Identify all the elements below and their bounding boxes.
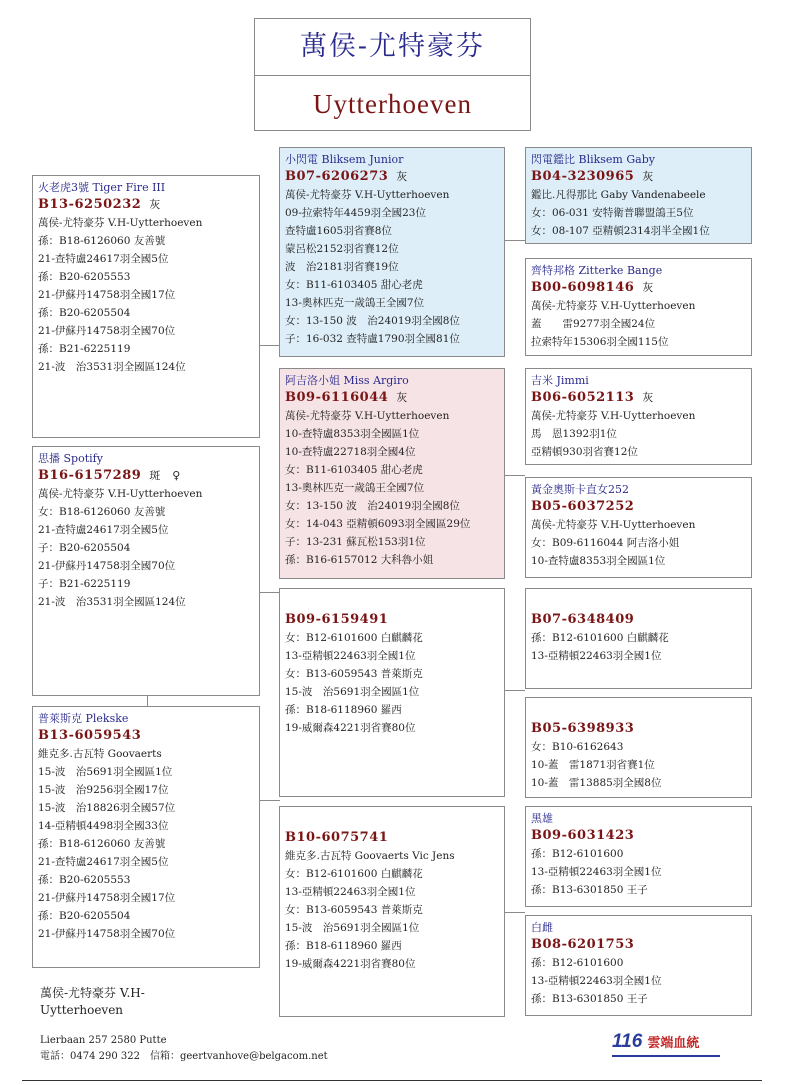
pedigree-line: 萬侯-尤特豪芬 V.H-Uytterhoeven — [531, 410, 696, 422]
pedigree-line: 孫：B16-6157012 大科魯小姐 — [285, 554, 434, 566]
pedigree-line: 萬侯-尤特豪芬 V.H-Uytterhoeven — [285, 189, 450, 201]
pedigree-line: 女：B13-6059543 普萊斯克 — [285, 904, 423, 916]
pedigree-line: 子：B20-6205504 — [38, 542, 131, 554]
spotify-ring: B16-6157289 斑 ♀ — [38, 468, 181, 483]
pedigree-line: 女：B11-6103405 甜心老虎 — [285, 464, 423, 476]
pedigree-line: 09-拉索特年4459羽全國23位 — [285, 207, 426, 219]
pedigree-line: 子：16-032 查特盧1790羽全國81位 — [285, 333, 460, 345]
pedigree-line: 孫：B12-6101600 — [531, 957, 624, 969]
pedigree-line: 波 治2181羽省賽19位 — [285, 261, 399, 273]
dam-ring: B09-6116044 灰 — [285, 390, 408, 405]
pedigree-line: 拉索特年15306羽全國115位 — [531, 336, 669, 348]
subject-card — [32, 175, 260, 438]
b07-6348409-card — [525, 588, 752, 689]
bliksem-gaby-ring: B04-3230965 灰 — [531, 169, 654, 184]
pedigree-line: 孫：B18-6126060 友善號 — [38, 235, 166, 247]
b05-6398933-card — [525, 697, 752, 798]
pedigree-line: 21-伊蘇丹14758羽全國70位 — [38, 928, 176, 940]
white-hen-card — [525, 915, 752, 1016]
black-cock-name: 黑雄 — [531, 812, 553, 825]
b10-6075741-card — [279, 806, 505, 1017]
logo-underline — [612, 1055, 720, 1057]
subject-name: 火老虎3號 Tiger Fire III — [38, 181, 166, 194]
pedigree-line: 15-波 治5691羽全國區1位 — [285, 686, 420, 698]
pedigree-line: 孫：B20-6205553 — [38, 874, 131, 886]
pedigree-line: 女：B11-6103405 甜心老虎 — [285, 279, 423, 291]
pedigree-line: 女：B12-6101600 白麒麟花 — [285, 868, 423, 880]
pedigree-line: 15-波 治18826羽全國57位 — [38, 802, 176, 814]
pedigree-line: 子：B21-6225119 — [38, 578, 131, 590]
golden-oscar-ring: B05-6037252 — [531, 499, 635, 514]
pedigree-line: 10-查特盧22718羽全國4位 — [285, 446, 416, 458]
pedigree-line: 13-亞精頓22463羽全國1位 — [285, 650, 416, 662]
b09-6159491-card — [279, 588, 505, 797]
pedigree-line: 萬侯-尤特豪芬 V.H-Uytterhoeven — [38, 217, 203, 229]
pedigree-line: 女：B13-6059543 普萊斯克 — [285, 668, 423, 680]
bottom-rule — [22, 1080, 762, 1081]
b10-6075741-ring: B10-6075741 — [285, 830, 389, 845]
plekske-ring: B13-6059543 — [38, 728, 142, 743]
pedigree-line: 10-蓋 雷1871羽省賽1位 — [531, 759, 655, 771]
black-cock-card — [525, 806, 752, 907]
pedigree-line: 21-查特盧24617羽全國5位 — [38, 524, 169, 536]
breeder-phone-email: 電話：0474 290 322 信箱：geertvanhove@belgacom.net — [40, 1051, 328, 1062]
pedigree-line: 10-蓋 雷13885羽全國8位 — [531, 777, 662, 789]
pedigree-line: 女：B18-6126060 友善號 — [38, 506, 166, 518]
pedigree-line: 孫：B12-6101600 — [531, 848, 624, 860]
pedigree-line: 孫：B20-6205553 — [38, 271, 131, 283]
sire-card — [279, 147, 505, 357]
b07-6348409-ring: B07-6348409 — [531, 612, 635, 627]
jimmi-name: 吉米 Jimmi — [531, 374, 589, 387]
pedigree-line: 孫：B18-6118960 羅西 — [285, 704, 402, 716]
b05-6398933-ring: B05-6398933 — [531, 721, 635, 736]
white-hen-ring: B08-6201753 — [531, 937, 635, 952]
pedigree-line: 孫：B21-6225119 — [38, 343, 131, 355]
jimmi-ring: B06-6052113 灰 — [531, 390, 654, 405]
pedigree-line: 女：B12-6101600 白麒麟花 — [285, 632, 423, 644]
pedigree-line: 萬侯-尤特豪芬 V.H-Uytterhoeven — [38, 488, 203, 500]
pedigree-line: 蒙呂松2152羽省賽12位 — [285, 243, 399, 255]
title-box — [254, 18, 531, 131]
pedigree-line: 21-波 治3531羽全國區124位 — [38, 596, 186, 608]
pedigree-line: 萬侯-尤特豪芬 V.H-Uytterhoeven — [531, 300, 696, 312]
pedigree-line: 亞精頓930羽省賽12位 — [531, 446, 638, 458]
pedigree-line: 14-亞精頓4498羽全國33位 — [38, 820, 169, 832]
pedigree-line: 女：B09-6116044 阿吉洛小姐 — [531, 537, 680, 549]
pedigree-line: 21-查特盧24617羽全國5位 — [38, 856, 169, 868]
pedigree-line: 孫：B18-6118960 羅西 — [285, 940, 402, 952]
title-english: Uytterhoeven — [313, 89, 472, 119]
connector-line — [259, 592, 280, 593]
zitterke-bange-name: 齊特邦格 Zitterke Bange — [531, 264, 663, 277]
cloud-pedigree-logo — [612, 1031, 699, 1053]
pedigree-line: 19-威爾森4221羽省賽80位 — [285, 958, 416, 970]
pedigree-line: 孫：B20-6205504 — [38, 307, 131, 319]
breeder-contact — [40, 1033, 328, 1065]
spotify-name: 思播 Spotify — [38, 452, 103, 465]
pedigree-line: 萬侯-尤特豪芬 V.H-Uytterhoeven — [531, 519, 696, 531]
white-hen-name: 白雌 — [531, 921, 553, 934]
pedigree-line: 孫：B20-6205504 — [38, 910, 131, 922]
pedigree-line: 蓋 雷9277羽全國24位 — [531, 318, 656, 330]
pedigree-line: 查特盧1605羽省賽8位 — [285, 225, 392, 237]
pedigree-line: 21-波 治3531羽全國區124位 — [38, 361, 186, 373]
logo-text: 雲端血統 — [647, 1036, 700, 1051]
pedigree-line: 13-亞精頓22463羽全國1位 — [531, 866, 662, 878]
pedigree-line: 15-波 治5691羽全國區1位 — [38, 766, 173, 778]
golden-oscar-card — [525, 477, 752, 578]
connector-line — [504, 912, 525, 913]
pedigree-line: 21-伊蘇丹14758羽全國17位 — [38, 892, 176, 904]
connector-line — [504, 475, 525, 476]
pedigree-line: 女：13-150 波 治24019羽全國8位 — [285, 315, 460, 327]
sire-name: 小閃電 Bliksem Junior — [285, 153, 404, 166]
pedigree-line: 子：13-231 蘇瓦松153羽1位 — [285, 536, 426, 548]
pedigree-line: 女：08-107 亞精頓2314羽半全國1位 — [531, 225, 710, 237]
pedigree-line: 維克多.古瓦特 Goovaerts — [38, 748, 162, 760]
pedigree-line: 女：13-150 波 治24019羽全國8位 — [285, 500, 460, 512]
pedigree-line: 女：B10-6162643 — [531, 741, 624, 753]
pedigree-line: 孫：B13-6301850 王子 — [531, 884, 648, 896]
zitterke-bange-ring: B00-6098146 灰 — [531, 280, 654, 295]
pedigree-line: 馬 恩1392羽1位 — [531, 428, 617, 440]
logo-number: 116 — [612, 1031, 643, 1052]
bliksem-gaby-name: 閃電鑑比 Bliksem Gaby — [531, 153, 655, 166]
connector-line — [504, 690, 525, 691]
sire-ring: B07-6206273 灰 — [285, 169, 408, 184]
subject-ring: B13-6250232 灰 — [38, 197, 161, 212]
breeder-address: Lierbaan 257 2580 Putte — [40, 1035, 167, 1046]
pedigree-line: 13-亞精頓22463羽全國1位 — [531, 975, 662, 987]
breeder-name: 萬侯-尤特豪芬 V.H-Uytterhoeven — [40, 986, 145, 1017]
plekske-name: 普萊斯克 Plekske — [38, 712, 129, 725]
spotify-card — [32, 446, 260, 696]
pedigree-line: 21-伊蘇丹14758羽全國17位 — [38, 289, 176, 301]
pedigree-line: 13-奧林匹克一歲鴿王全國7位 — [285, 297, 425, 309]
bliksem-gaby-card — [525, 147, 752, 244]
connector-line — [504, 240, 525, 241]
connector-line — [259, 800, 280, 801]
pedigree-line: 10-查特盧8353羽全國區1位 — [531, 555, 666, 567]
pedigree-line: 孫：B18-6126060 友善號 — [38, 838, 166, 850]
jimmi-card — [525, 368, 752, 465]
plekske-card — [32, 706, 260, 968]
b09-6159491-ring: B09-6159491 — [285, 612, 389, 627]
pedigree-line: 萬侯-尤特豪芬 V.H-Uytterhoeven — [285, 410, 450, 422]
dam-card — [279, 368, 505, 579]
dam-name: 阿吉洛小姐 Miss Argiro — [285, 374, 409, 387]
pedigree-line: 鑑比.凡得那比 Gaby Vandenabeele — [531, 189, 706, 201]
golden-oscar-name: 黃金奧斯卡直女252 — [531, 483, 629, 496]
pedigree-line: 維克多.古瓦特 Goovaerts Vic Jens — [285, 850, 455, 862]
black-cock-ring: B09-6031423 — [531, 828, 635, 843]
pedigree-line: 女：06-031 安特衛普聯盟鴿王5位 — [531, 207, 694, 219]
pedigree-line: 15-波 治9256羽全國17位 — [38, 784, 169, 796]
pedigree-line: 21-伊蘇丹14758羽全國70位 — [38, 560, 176, 572]
pedigree-line: 10-查特盧8353羽全國區1位 — [285, 428, 420, 440]
pedigree-line: 女：14-043 亞精頓6093羽全國區29位 — [285, 518, 471, 530]
pedigree-line: 13-奧林匹克一歲鴿王全國7位 — [285, 482, 425, 494]
pedigree-line: 15-波 治5691羽全國區1位 — [285, 922, 420, 934]
zitterke-bange-card — [525, 258, 752, 356]
pedigree-line: 21-查特盧24617羽全國5位 — [38, 253, 169, 265]
pedigree-line: 13-亞精頓22463羽全國1位 — [285, 886, 416, 898]
title-chinese: 萬侯-尤特豪芬 — [255, 19, 530, 76]
pedigree-line: 13-亞精頓22463羽全國1位 — [531, 650, 662, 662]
connector-line — [259, 345, 280, 346]
pedigree-line: 孫：B13-6301850 王子 — [531, 993, 648, 1005]
pedigree-line: 19-威爾森4221羽省賽80位 — [285, 722, 416, 734]
pedigree-line: 孫：B12-6101600 白麒麟花 — [531, 632, 669, 644]
pedigree-line: 21-伊蘇丹14758羽全國70位 — [38, 325, 176, 337]
